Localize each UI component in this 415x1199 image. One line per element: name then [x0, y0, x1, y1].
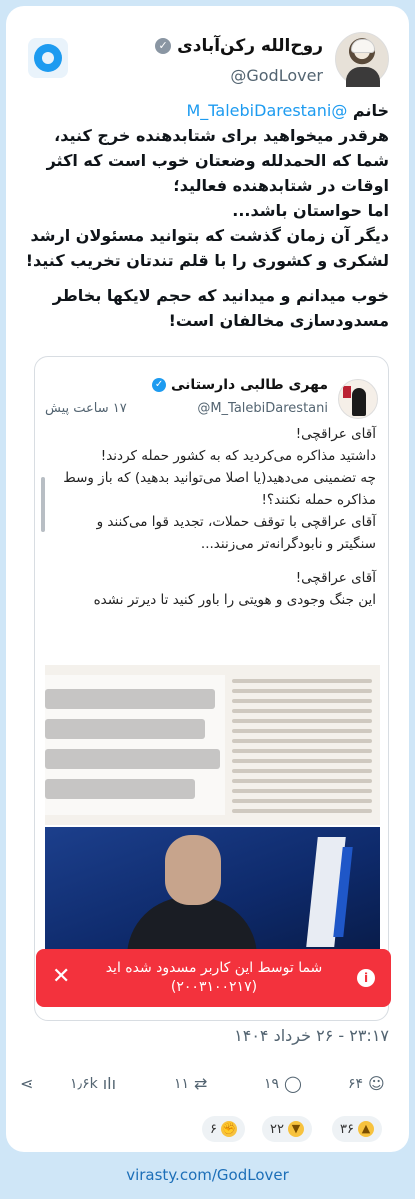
- tweet-paragraph-1: هرقدر میخواهید برای شتابدهنده خرج کنید، شما که الحمدلله وضعتان خوب است که اکثر اوقات در شتابدهنده فعالید؛: [46, 126, 389, 195]
- quoted-avatar[interactable]: [338, 379, 378, 419]
- like-button[interactable]: [348, 1074, 385, 1093]
- quoted-photo[interactable]: [45, 827, 380, 967]
- retweet-icon: ⇄: [194, 1074, 208, 1093]
- quoted-author-name-row[interactable]: [152, 377, 328, 393]
- blocked-message: [89, 959, 339, 997]
- reaction-thumbs-down[interactable]: [262, 1116, 312, 1142]
- reaction-thumbs-up[interactable]: [332, 1116, 382, 1142]
- thumbs-up-icon: ▲: [358, 1121, 374, 1137]
- speech-bubble-icon: ◯: [284, 1074, 302, 1093]
- verified-badge-icon: ✓: [155, 38, 171, 54]
- info-icon: i: [357, 969, 375, 987]
- quoted-line-6: این جنگ وجودی و هویتی را باور کنید تا دیرتر نشده: [93, 592, 376, 608]
- tweet-card: [6, 6, 409, 1152]
- scrollbar[interactable]: [41, 477, 45, 532]
- emoji-add-icon: ☺: [368, 1074, 385, 1093]
- retweet-button[interactable]: [174, 1074, 207, 1093]
- blocked-code: (۲۰۰۳۱۰۰۲۱۷): [170, 979, 258, 995]
- quoted-line-1: آقای عراقچی!: [295, 426, 376, 442]
- share-button[interactable]: [20, 1074, 33, 1093]
- mention-prefix: خانم: [352, 101, 389, 120]
- views-value: ۱٫۶k: [70, 1075, 98, 1092]
- replies-value: ۱۹: [264, 1075, 280, 1092]
- image-blurred-text: [232, 673, 372, 819]
- thumbs-up-count: ۳۶: [340, 1121, 354, 1137]
- views-count[interactable]: [70, 1074, 116, 1093]
- quoted-author-name: مهری طالبی دارستانی: [171, 377, 328, 393]
- quoted-line-4: آقای عراقچی با توقف حملات، تجدید قوا می‌کنند و سنگیتر و نابودگرانه‌تر می‌زنند...: [96, 514, 376, 552]
- retweets-value: ۱۱: [174, 1075, 190, 1092]
- close-icon[interactable]: ✕: [52, 964, 71, 989]
- quoted-author-handle[interactable]: @M_TalebiDarestani: [197, 401, 328, 416]
- quoted-line-2: داشتید مذاکره می‌کردید که به کشور حمله کردند!: [100, 448, 376, 464]
- tweet-stats: [6, 1074, 409, 1104]
- likes-value: ۶۴: [348, 1075, 364, 1092]
- tweet-date: ۲۳:۱۷ - ۲۶ خرداد ۱۴۰۴: [234, 1026, 389, 1045]
- virasty-logo-icon[interactable]: [28, 38, 68, 78]
- blocked-banner: [36, 949, 391, 1007]
- thumbs-down-count: ۲۲: [270, 1121, 284, 1137]
- image-blurred-headline: [45, 675, 225, 815]
- mention-link[interactable]: @M_TalebiDarestani: [186, 101, 348, 120]
- share-icon: ⋖: [20, 1074, 34, 1093]
- tweet-paragraph-2: اما حواستان باشد...: [232, 201, 389, 220]
- fist-icon: ✊: [222, 1122, 236, 1135]
- quoted-tweet[interactable]: [34, 356, 389, 1021]
- reaction-fist[interactable]: [202, 1116, 245, 1142]
- footer-link[interactable]: virasty.com/GodLover: [126, 1166, 289, 1184]
- tweet-paragraph-4: خوب میدانم و میدانید که حجم لایکها بخاطر مسدودسازی مخالفان است!: [52, 286, 389, 330]
- tweet-paragraph-3: دیگر آن زمان گذشت که بتوانید مسئولان ارشد لشکری و کشوری را با قلم تندتان تخریب کنید!: [25, 226, 389, 270]
- quoted-timestamp: ۱۷ ساعت پیش: [45, 401, 127, 416]
- tweet-body: [24, 98, 389, 343]
- author-name-row[interactable]: [155, 36, 323, 56]
- avatar[interactable]: [335, 32, 389, 86]
- blocked-text: شما توسط این کاربر مسدود شده اید: [105, 960, 323, 976]
- verified-badge-icon: ✓: [152, 378, 166, 392]
- author-name: روح‌الله رکن‌آبادی: [177, 36, 323, 56]
- quoted-body: [56, 423, 376, 623]
- author-handle[interactable]: @GodLover: [230, 66, 323, 85]
- bar-chart-icon: ılı: [102, 1074, 117, 1093]
- quoted-line-5: آقای عراقچی!: [295, 570, 376, 586]
- thumbs-down-icon: ▼: [288, 1121, 304, 1137]
- quoted-text-image[interactable]: [45, 665, 380, 825]
- reply-button[interactable]: [264, 1074, 302, 1093]
- quoted-line-3: چه تضمینی می‌دهید(یا اصلا می‌توانید بدهید) که باز وسط مذاکره حمله نکنند؟!: [63, 470, 376, 508]
- fist-count: ۶: [210, 1121, 217, 1137]
